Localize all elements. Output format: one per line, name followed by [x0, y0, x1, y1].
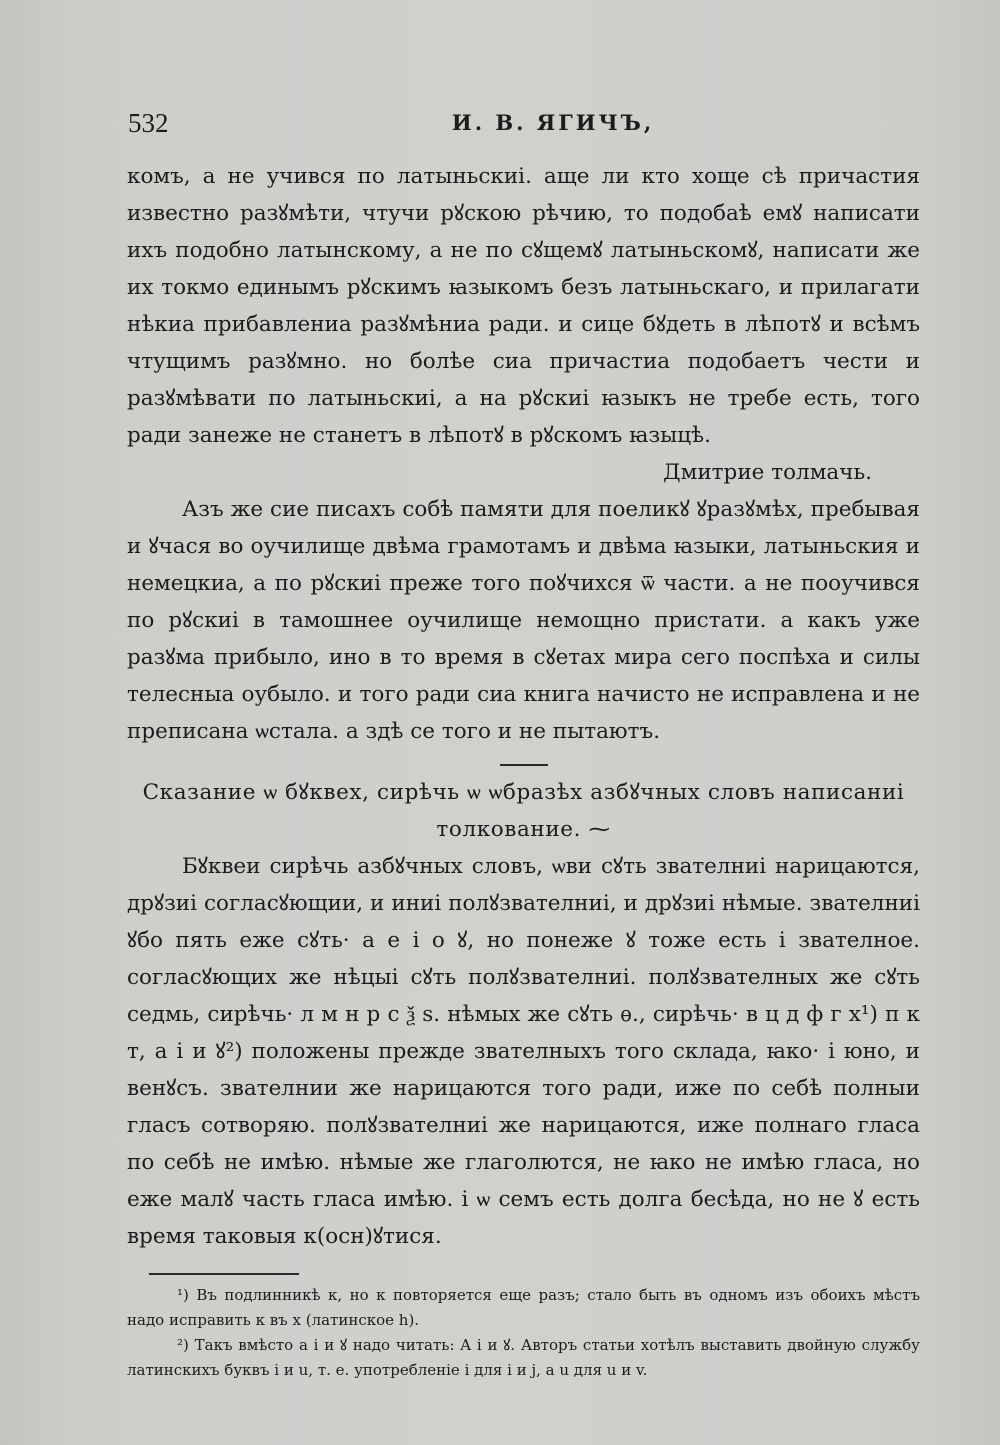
- paragraph-3: Бꙋквеи сирѣчь азбꙋчных словъ, ѡви сꙋть звателниі нарицаются, дрꙋзиі согласꙋющии, и иниі полꙋзвателниі, и дрꙋзиі нѣмые. звателниі ꙋбо пять еже сꙋть· а е і о ꙋ, но понеже ꙋ тоже есть і звателное. согласꙋющих же нѣцыі сꙋть полꙋзвателниі. полꙋзвателных же сꙋть седмь, сирѣчь· л м н р с ѯ ѕ. нѣмых же сꙋть ѳ., сирѣчь· в ц д ф г х¹) п к т, а і и ꙋ²) положены прежде звателныхъ того склада, ꙗко· і юно, и венꙋсъ. звателнии же нарицаются того ради, иже по себѣ полныи гласъ сотворяю. полꙋзвателниі же нарицаются, иже полнаго гласа по себѣ не имѣю. нѣмые же глаголются, не ꙗко не имѣю гласа, но еже малꙋ часть гласа имѣю. і ѡ семъ есть долга бесѣда, но не ꙋ есть время таковыя к(осн)ꙋтися.: [127, 854, 920, 1249]
- paragraph-1: комъ, а не учився по латыньскиі. аще ли кто хоще сѣ причастия известно разꙋмѣти, чтучи рꙋскою рѣчию, то подобаѣ емꙋ написати ихъ подобно латынскому, а не по сꙋщемꙋ латыньскомꙋ, написати же их токмо единымъ рꙋскимъ ꙗзыкомъ безъ латыньскаго, и прилагати нѣкиа прибавлениа разꙋмѣниа ради. и сице бꙋдеть в лѣпотꙋ и всѣмъ чтущимъ разꙋмно. но болѣе сиа причастиа подобаетъ чести и разꙋмѣвати по латыньскиі, а на рꙋскиі ꙗзыкъ не требе есть, того ради занеже не станетъ в лѣпотꙋ в рꙋскомъ ꙗзыцѣ.: [127, 164, 920, 448]
- running-head: И. В. ЯГИЧЪ,: [451, 110, 655, 135]
- section-title-line-1: Сказание ѡ бꙋквех, сирѣчь ѡ ѡбразѣх азбꙋчных словъ написаниі: [142, 780, 905, 805]
- footnote-rule: [149, 1273, 299, 1275]
- page-header: [128, 108, 918, 148]
- footnote-1: ¹) Въ подлинникѣ к, но к повторяется еще разъ; стало быть въ одномъ изъ обоихъ мѣстъ надо исправить к въ х (латинское h).: [127, 1286, 920, 1329]
- section-title-line-2: толкование. ⁓: [436, 817, 611, 842]
- section-divider: [500, 764, 548, 766]
- signature: Дмитрие толмачь.: [663, 460, 872, 485]
- page-number: 532: [128, 108, 169, 138]
- main-text: [127, 158, 920, 1383]
- paragraph-2: Азъ же сие писахъ собѣ памяти для поеликꙋ ꙋразꙋмѣх, пребывая и ꙋчася во оучилище двѣма грамотамъ и двѣма ꙗзыки, латыньския и немецкиа, а по рꙋскиі преже того поꙋчихся ѿ части. а не пооучився по рꙋскиі в тамошнее оучилище немощно пристати. а какъ уже разꙋма прибыло, ино в то время в сꙋетах мира сего поспѣха и силы телесныа оубыло. и того ради сиа книга начисто не исправлена и не преписана ѡстала. а здѣ се того и не пытаютъ.: [127, 497, 920, 744]
- footnote-2: ²) Такъ вмѣсто а і и ꙋ надо читать: A і и ꙋ. Авторъ статьи хотѣлъ выставить двойную службу латинскихъ буквъ i и u, т. е. употребленіе i для i и j, а u для u и v.: [127, 1336, 920, 1379]
